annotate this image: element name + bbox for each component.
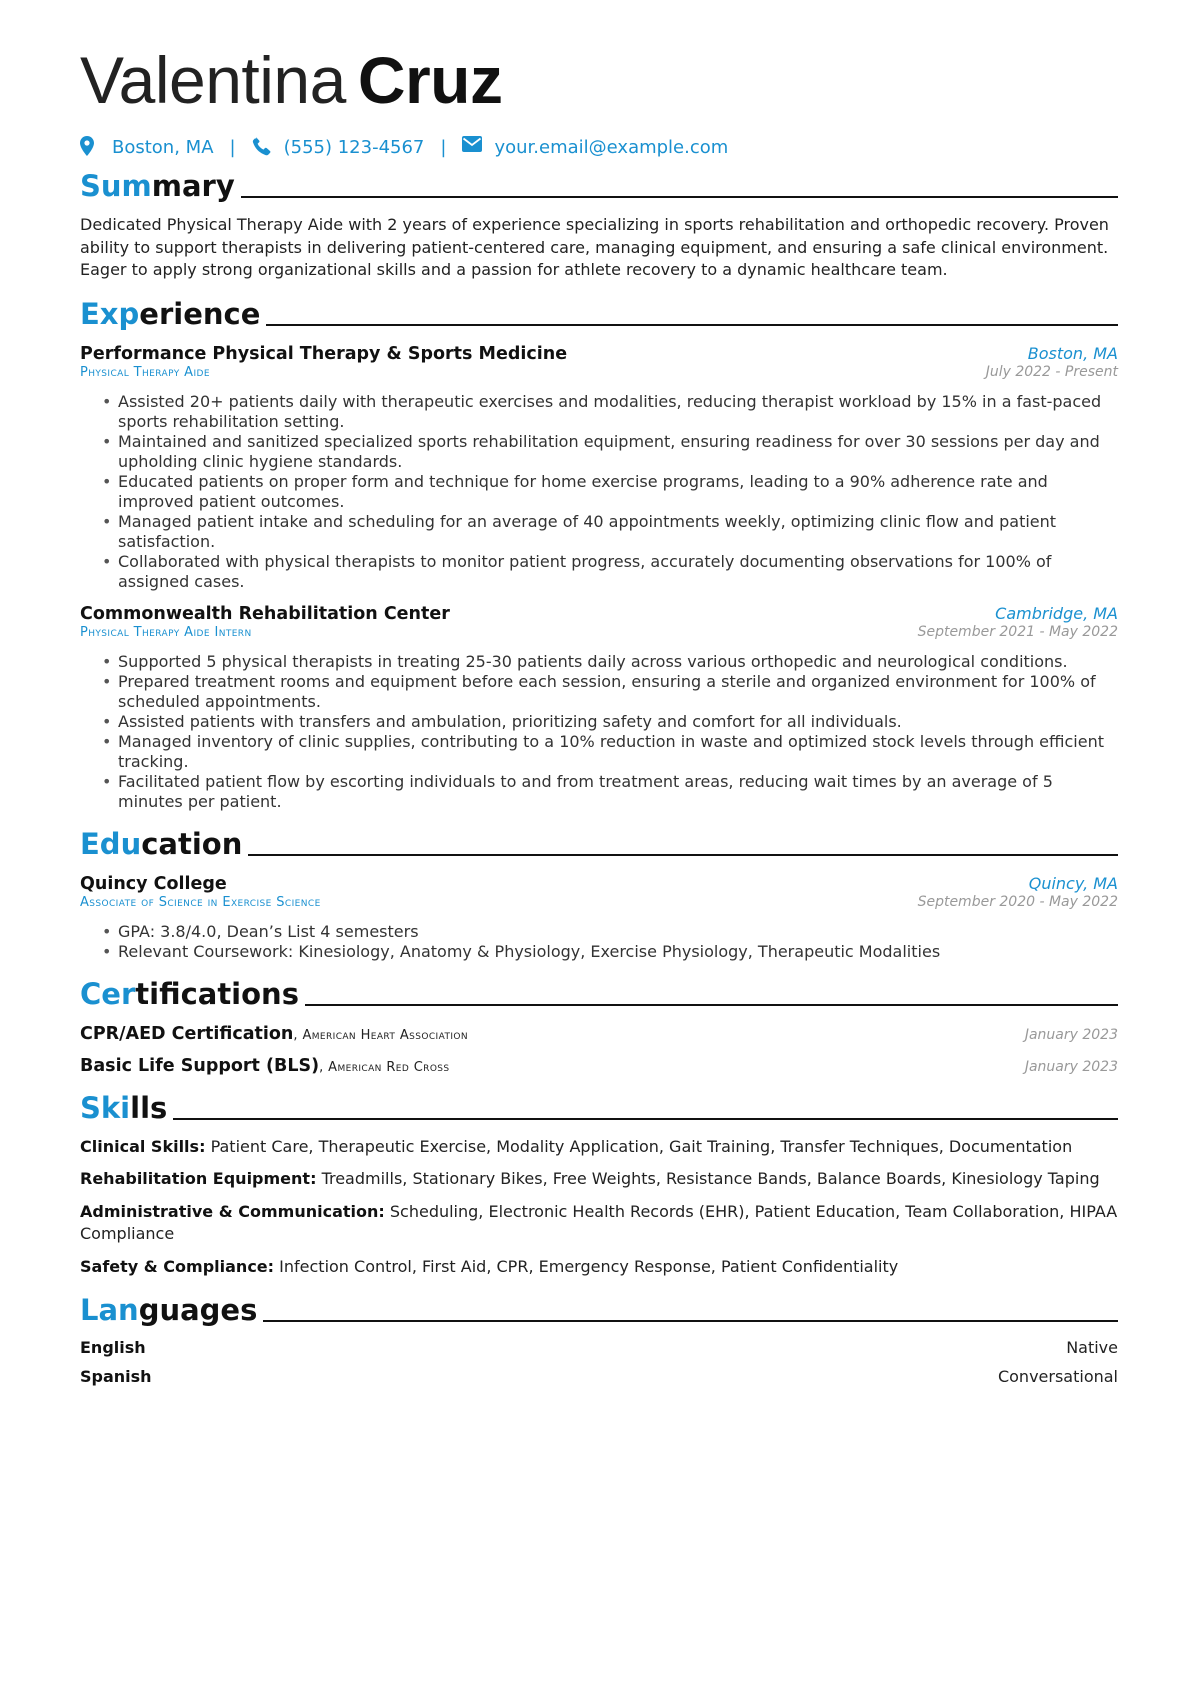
contact-location [80,136,214,158]
section-title-rest: guages [138,1293,258,1327]
job-dates: July 2022 - Present [985,363,1118,380]
school-location: Quincy, MA [1028,873,1118,893]
phone-icon [252,136,274,158]
section-title [80,976,299,1012]
language-name: Spanish [80,1367,152,1386]
bullet-item: • Supported 5 physical therapists in treating 25-30 patients daily across various orthopedic and neurological conditions. [118,652,1118,672]
education-dates: September 2020 - May 2022 [917,893,1118,910]
last-name: Cruz [357,43,503,117]
section-certifications-heading [80,976,1118,1012]
degree-name: Associate of Science in Exercise Science [80,894,321,910]
section-education-heading [80,826,1118,862]
section-title [80,168,235,204]
job-bullets [80,392,1118,592]
contact-bar [80,136,1118,158]
candidate-name [80,40,1118,120]
section-title [80,1090,167,1126]
bullet-item: • Maintained and sanitized specialized sports rehabilitation equipment, ensuring readiness for over 30 sessions per day and upholding clinic hygiene standards. [118,432,1118,472]
certification-org: American Red Cross [328,1059,450,1075]
language-row [80,1367,1118,1386]
skill-row [80,1201,1118,1246]
school-name: Quincy College [80,873,227,894]
bullet-item: • Managed inventory of clinic supplies, contributing to a 10% reduction in waste and optimized stock levels through efficient tracking. [118,732,1118,772]
bullet-item: • Facilitated patient flow by escorting individuals to and from treatment areas, reducing wait times by an average of 5 minutes per patient. [118,772,1118,812]
section-summary-heading [80,168,1118,204]
section-title-accent: Cer [80,976,136,1011]
section-rule [241,196,1118,198]
section-title-accent: Edu [80,826,142,861]
company-name: Commonwealth Rehabilitation Center [80,603,450,624]
section-rule [266,324,1118,326]
language-level: Native [1066,1338,1118,1357]
section-title-accent: Sum [80,169,152,203]
map-pin-icon [80,136,102,158]
section-rule [173,1118,1118,1120]
job-bullets [80,652,1118,812]
section-languages-heading [80,1292,1118,1328]
section-rule [248,854,1118,856]
certification-entry: Basic Life Support (BLS), American Red Cross January 2023 [80,1055,1118,1076]
contact-separator: | [229,136,236,158]
summary-text: Dedicated Physical Therapy Aide with 2 years of experience specializing in sports rehabilitation and orthopedic recovery. Proven ability to support therapists in delivering patient-centered care, managing equipment, and ensuring a safe clinical environment. Eager to apply strong organizational skills and a passion for athlete recovery to a dynamic healthcare team. [80,215,1109,279]
education-bullets [80,922,1118,962]
skill-items: Treadmills, Stationary Bikes, Free Weights, Resistance Bands, Balance Boards, Kinesiology Taping [321,1169,1100,1188]
bullet-item: • Prepared treatment rooms and equipment before each session, ensuring a sterile and organized environment for 100% of scheduled appointments. [118,672,1118,712]
section-title [80,296,260,332]
certification-name: CPR/AED Certification [80,1023,294,1044]
bullet-item: • Assisted patients with transfers and ambulation, prioritizing safety and comfort for all individuals. [118,712,1118,732]
email-text: your.email@example.com [494,136,729,158]
section-title-rest: mary [151,169,235,203]
contact-separator: | [440,136,447,158]
section-title-rest: cation [141,826,243,861]
job-role: Physical Therapy Aide [80,364,210,380]
skill-items: Patient Care, Therapeutic Exercise, Modality Application, Gait Training, Transfer Techniques, Documentation [210,1136,1073,1156]
section-title-accent: Lan [80,1293,139,1327]
bullet-item: • GPA: 3.8/4.0, Dean’s List 4 semesters [118,922,1118,942]
first-name: Valentina [80,43,346,117]
certification-date: January 2023 [1024,1026,1118,1043]
section-title-accent: Ski [80,1090,131,1125]
bullet-item: • Relevant Coursework: Kinesiology, Anatomy & Physiology, Exercise Physiology, Therapeutic Modalities [118,942,1118,962]
job-role: Physical Therapy Aide Intern [80,624,252,640]
experience-entry [80,604,1118,812]
skill-category: Safety & Compliance: [80,1256,275,1276]
section-rule [305,1004,1118,1006]
certification-entry: CPR/AED Certification, American Heart Association January 2023 [80,1023,1118,1044]
section-title [80,826,242,862]
skill-category: Administrative & Communication: [80,1201,385,1221]
contact-email[interactable] [462,136,728,158]
section-title [80,1292,257,1328]
certification-name: Basic Life Support (BLS) [80,1055,320,1076]
skill-row [80,1136,1118,1159]
experience-entry [80,344,1118,592]
contact-phone[interactable] [252,136,425,158]
phone-text: (555) 123-4567 [283,136,425,158]
certification-date: January 2023 [1024,1058,1118,1075]
job-location: Boston, MA [1027,343,1118,363]
bullet-item: • Educated patients on proper form and technique for home exercise programs, leading to a 90% adherence rate and improved patient outcomes. [118,472,1118,512]
section-experience-heading [80,296,1118,332]
section-title-rest: erience [139,296,261,331]
section-title-rest: tifications [135,976,299,1011]
bullet-item: • Collaborated with physical therapists to monitor patient progress, accurately documenting observations for 100% of assigned cases. [118,552,1118,592]
skill-row [80,1256,1118,1279]
language-name: English [80,1338,146,1357]
section-rule [263,1320,1118,1322]
language-level: Conversational [997,1367,1118,1386]
job-dates: September 2021 - May 2022 [917,623,1118,640]
section-title-rest: lls [130,1090,168,1125]
bullet-item: • Managed patient intake and scheduling for an average of 40 appointments weekly, optimizing clinic flow and patient satisfaction. [118,512,1118,552]
language-row [80,1338,1118,1357]
location-text: Boston, MA [112,136,214,158]
skill-category: Clinical Skills: [80,1136,206,1156]
skill-items: Scheduling, Electronic Health Records (EHR), Patient Education, Team Collaboration, HIPAA Compliance [80,1201,1118,1243]
skill-category: Rehabilitation Equipment: [80,1169,317,1188]
bullet-item: • Assisted 20+ patients daily with therapeutic exercises and modalities, reducing therapist workload by 15% in a fast-paced sports rehabilitation setting. [118,392,1118,432]
company-name: Performance Physical Therapy & Sports Medicine [80,343,568,364]
skill-row [80,1168,1118,1191]
section-title-accent: Exp [80,296,140,331]
section-skills-heading [80,1090,1118,1126]
skill-items: Infection Control, First Aid, CPR, Emergency Response, Patient Confidentiality [279,1256,899,1276]
envelope-icon [462,136,484,158]
job-location: Cambridge, MA [995,603,1118,623]
certification-org: American Heart Association [302,1027,469,1043]
education-entry [80,874,1118,962]
